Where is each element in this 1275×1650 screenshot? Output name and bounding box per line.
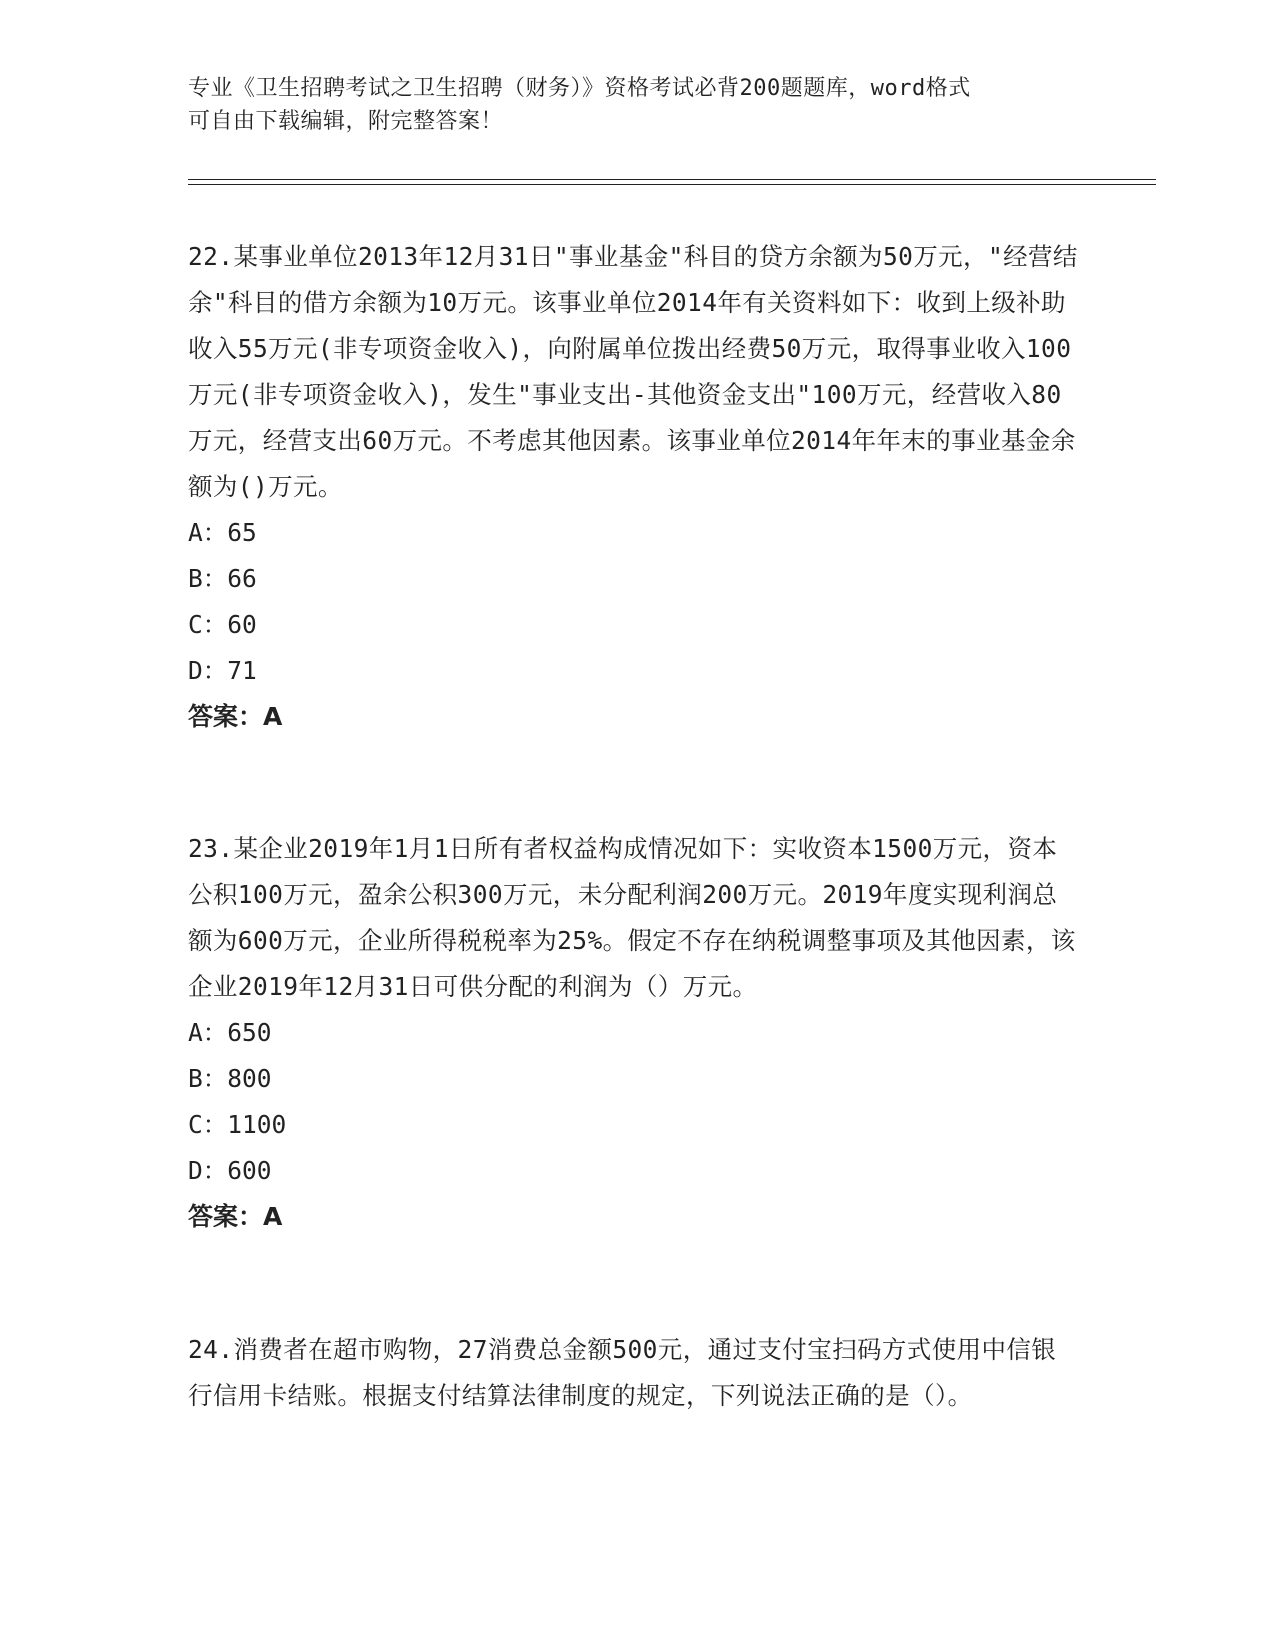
option-c: C：60 <box>188 610 257 639</box>
header-line-1: 专业《卫生招聘考试之卫生招聘（财务）》资格考试必背200题题库，word格式 <box>188 76 971 101</box>
document-header <box>188 72 1088 138</box>
option-a: A：650 <box>188 1018 272 1047</box>
header-divider-top <box>188 179 1156 180</box>
question-22 <box>188 234 1078 740</box>
option-c: C：1100 <box>188 1110 287 1139</box>
option-b: B：66 <box>188 564 257 593</box>
question-text: 22.某事业单位2013年12月31日"事业基金"科目的贷方余额为50万元，"经营结余"科目的借方余额为10万元。该事业单位2014年有关资料如下：收到上级补助收入55万元(非专项资金收入)，向附属单位拨出经费50万元，取得事业收入100万元(非专项资金收入)，发生"事业支出-其他资金支出"100万元，经营收入80万元，经营支出60万元。不考虑其他因素。该事业单位2014年年末的事业基金余额为()万元。 <box>188 242 1078 501</box>
option-b: B：800 <box>188 1064 272 1093</box>
answer-label: 答案：A <box>188 702 283 731</box>
header-divider-bottom <box>188 184 1156 185</box>
header-line-2: 可自由下载编辑，附完整答案！ <box>188 109 504 134</box>
question-text: 23.某企业2019年1月1日所有者权益构成情况如下：实收资本1500万元，资本公积100万元，盈余公积300万元，未分配利润200万元。2019年度实现利润总额为600万元，企业所得税税率为25%。假定不存在纳税调整事项及其他因素，该企业2019年12月31日可供分配的利润为（）万元。 <box>188 834 1076 1001</box>
option-d: D：71 <box>188 656 257 685</box>
question-24 <box>188 1327 1078 1419</box>
option-a: A：65 <box>188 518 257 547</box>
answer-label: 答案：A <box>188 1202 283 1231</box>
option-d: D：600 <box>188 1156 272 1185</box>
question-23 <box>188 826 1078 1240</box>
question-text: 24.消费者在超市购物，27消费总金额500元，通过支付宝扫码方式使用中信银行信用卡结账。根据支付结算法律制度的规定，下列说法正确的是（）。 <box>188 1335 1057 1410</box>
